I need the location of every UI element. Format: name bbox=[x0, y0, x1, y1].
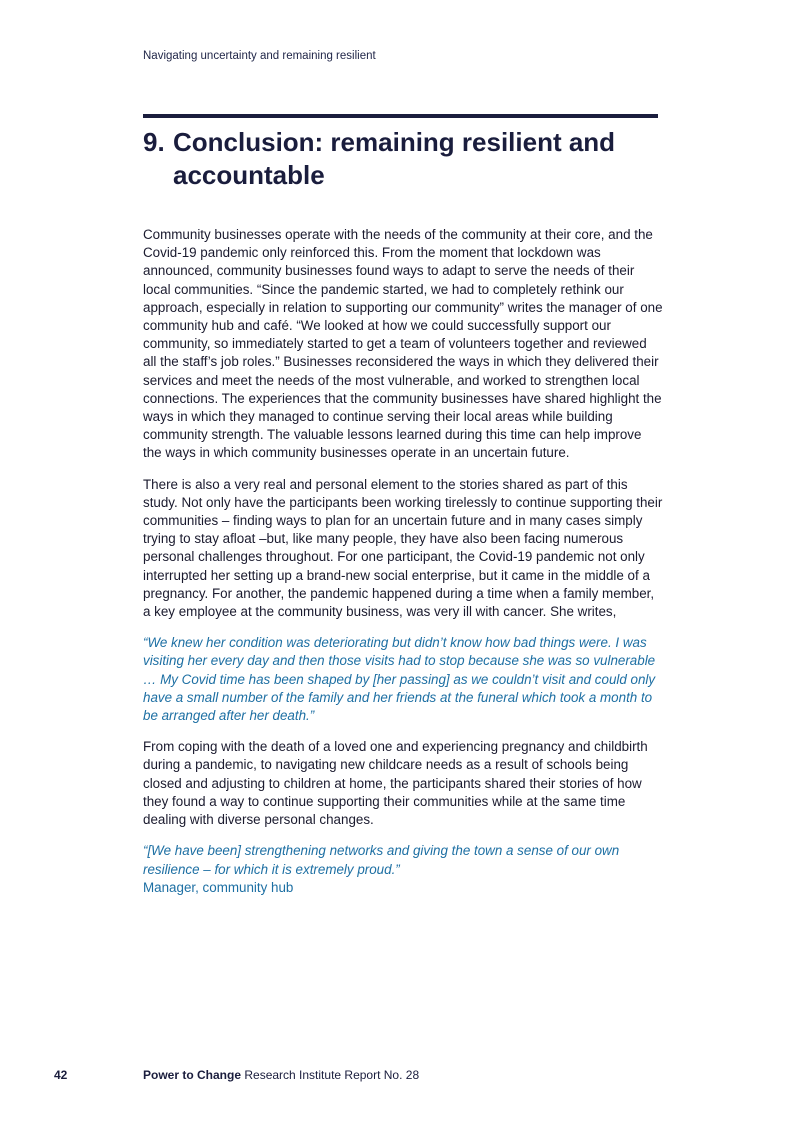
title-rule bbox=[143, 114, 658, 118]
body-text bbox=[143, 226, 663, 897]
section-number: 9. bbox=[143, 127, 165, 157]
paragraph-1: Community businesses operate with the needs of the community at their core, and the Covid-19 pandemic only reinforced this. From the moment that lockdown was announced, community businesses found ways to adapt to serve the needs of their local communities. “Since the pandemic started, we had to completely rethink our approach, especially in relation to supporting our community” writes the manager of one community hub and café. “We looked at how we could successfully support our community, so immediately started to get a team of volunteers together and reviewed all the staff’s job roles.” Businesses reconsidered the ways in which they delivered their services and meet the needs of the most vulnerable, and worked to strengthen local connections. The experiences that the community businesses have shared highlight the ways in which they managed to continue serving their local areas while building community strength. The valuable lessons learned during this time can help improve the ways in which community businesses operate in an uncertain future. bbox=[143, 227, 663, 461]
quote-attribution: Manager, community hub bbox=[143, 879, 294, 895]
footer-brand: Power to Change bbox=[143, 1068, 242, 1082]
paragraph-3: From coping with the death of a loved one and experiencing pregnancy and childbirth during a pandemic, to navigating new childcare needs as a result of schools being closed and adjusting to children at home, the participants shared their stories of how they found a way to continue supporting their communities while at the same time dealing with diverse personal changes. bbox=[143, 739, 648, 828]
section-title-line2: accountable bbox=[173, 160, 325, 190]
footer-report-title bbox=[143, 1068, 419, 1082]
pull-quote-1: “We knew her condition was deteriorating but didn’t know how bad things were. I was visiting her every day and then those visits had to stop because she was so vulnerable … My Covid time has been shaped by [her passing] as we couldn’t visit and could only have a small number of the family and her friends at the funeral which took a month to be arranged after her death.” bbox=[143, 635, 656, 724]
paragraph-2: There is also a very real and personal element to the stories shared as part of this study. Not only have the participants been working tirelessly to continue supporting their communities – finding ways to plan for an uncertain future and in many cases simply trying to stay afloat –but, like many people, they have also been facing numerous personal challenges throughout. For one participant, the Covid-19 pandemic not only interrupted her setting up a brand-new social enterprise, but it came in the middle of a pregnancy. For another, the pandemic happened during a time when a family member, a key employee at the community business, was very ill with cancer. She writes, bbox=[143, 476, 663, 620]
footer-report: Research Institute Report No. 28 bbox=[244, 1068, 420, 1082]
page-number: 42 bbox=[54, 1068, 68, 1082]
running-header: Navigating uncertainty and remaining resilient bbox=[143, 50, 376, 62]
section-title bbox=[143, 126, 663, 192]
section-title-line1: Conclusion: remaining resilient and bbox=[173, 127, 616, 157]
pull-quote-2: “[We have been] strengthening networks and giving the town a sense of our own resilience – for which it is extremely proud.” bbox=[143, 843, 620, 877]
